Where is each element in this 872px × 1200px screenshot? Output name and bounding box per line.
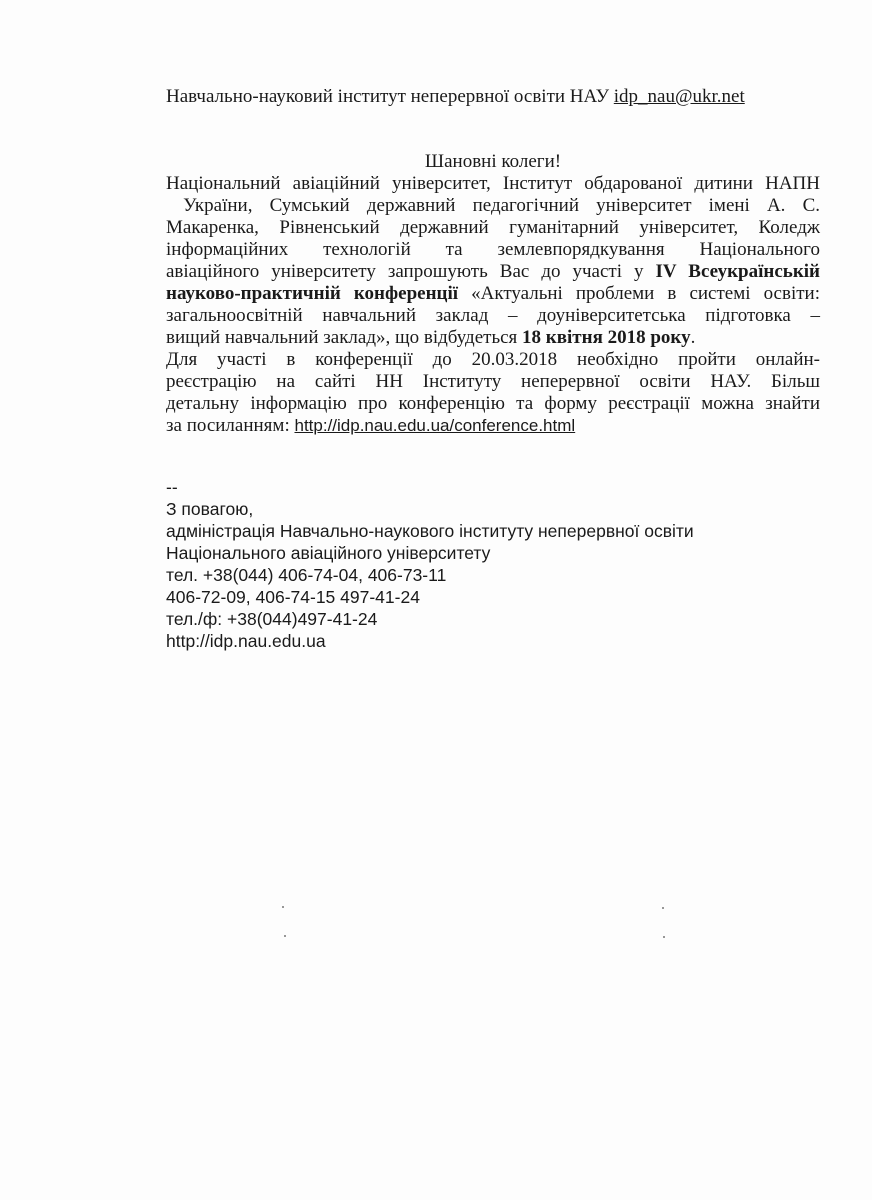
conference-title-bold: IV Всеукраїнській [655,261,820,282]
scan-speck [662,907,664,909]
conference-link[interactable]: http://idp.nau.edu.ua/conference.html [294,416,576,435]
body-line [166,283,820,305]
body-line [166,415,820,437]
body-line: Національний авіаційний університет, Інститут обдарованої дитини НАПН [166,173,820,194]
body-line: інформаційних технологій та землевпорядкування Національного [166,239,820,260]
scan-speck [282,906,284,908]
body-text-span: «Актуальні проблеми в системі освіти: [458,283,820,304]
conference-date-bold: 18 квітня 2018 року [522,327,691,348]
institute-name: Навчально-науковий інститут неперервної освіти НАУ [166,86,610,107]
signature-block [166,476,694,652]
body-line: реєстрацію на сайті НН Інституту неперервної освіти НАУ. Більш [166,371,820,392]
phone-line: 406-72-09, 406-74-15 497-41-24 [166,587,420,607]
document-header [166,86,745,108]
signature-closing: З повагою, [166,499,254,519]
website-line: http://idp.nau.edu.ua [166,631,326,651]
signature-separator: -- [166,477,178,497]
signature-line: Національного авіаційного університету [166,543,491,563]
body-line: України, Сумський державний педагогічний університет імені А. С. [166,195,820,216]
body-line [166,261,820,283]
scan-speck [284,935,286,937]
email-link[interactable]: idp_nau@ukr.net [613,86,745,107]
phone-line: тел. +38(044) 406-74-04, 406-73-11 [166,565,447,585]
body-line: Для участі в конференції до 20.03.2018 необхідно пройти онлайн- [166,349,820,370]
signature-line: адміністрація Навчально-наукового інституту неперервної освіти [166,521,694,541]
scan-speck [663,936,665,938]
body-line [166,327,820,349]
conference-title-bold: науково-практичній конференції [166,283,459,304]
body-line: Макаренка, Рівненський державний гуманітарний університет, Коледж [166,217,820,238]
body-text-span: вищий навчальний заклад», що відбудеться [166,327,523,348]
body-text-span: за посиланням: [166,415,295,436]
invitation-body [166,173,820,437]
greeting: Шановні колеги! [424,151,562,172]
fax-line: тел./ф: +38(044)497-41-24 [166,609,378,629]
body-text-span: авіаційного університету запрошують Вас до участі у [166,261,656,282]
body-text-span: . [690,327,696,348]
body-line: детальну інформацію про конференцію та форму реєстрації можна знайти [166,393,820,414]
body-line: загальноосвітній навчальний заклад – доуніверситетська підготовка – [166,305,820,326]
